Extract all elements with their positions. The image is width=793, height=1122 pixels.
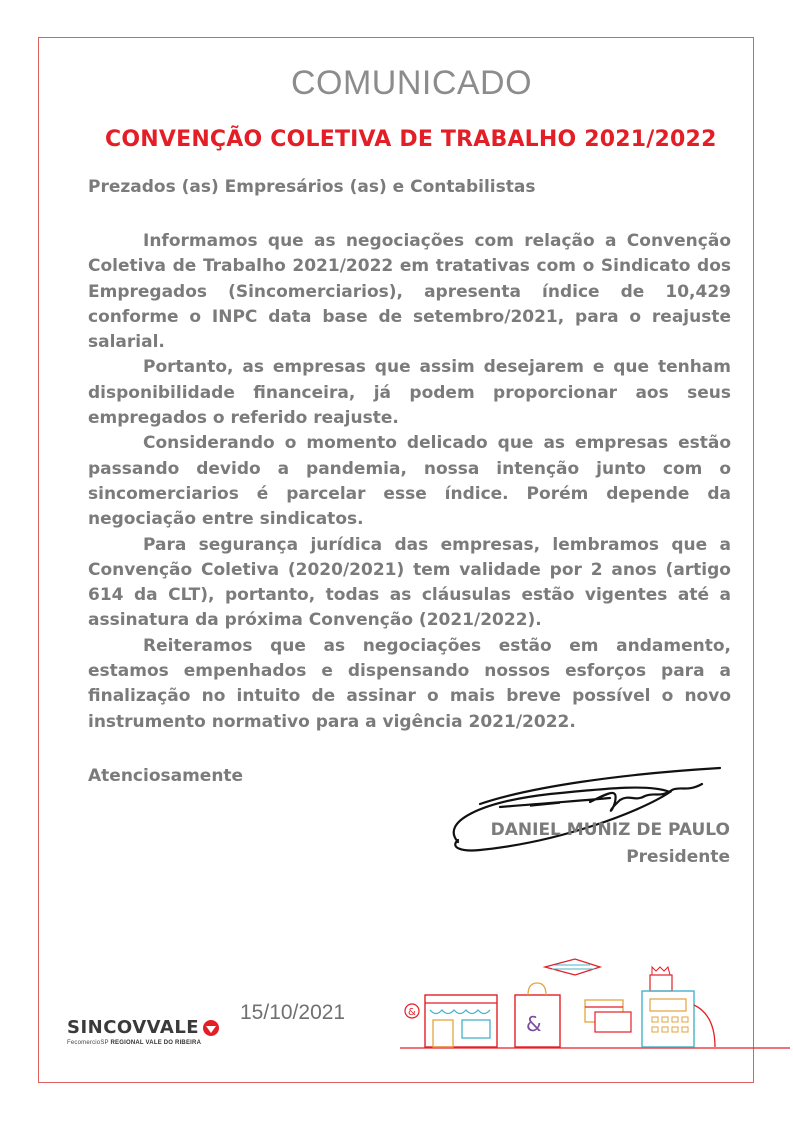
document-subtitle: CONVENÇÃO COLETIVA DE TRABALHO 2021/2022	[105, 127, 717, 152]
paragraph: Reiteramos que as negociações estão em andamento, estamos empenhados e dispensando nossos esforços para a finalização no intuito de assinar o mais breve possível o novo instrumento normativo para a vigência 2021/2022.	[88, 635, 731, 732]
greeting: Prezados (as) Empresários (as) e Contabilistas	[88, 177, 536, 197]
signer-name: DANIEL MUNIZ DE PAULO	[490, 820, 730, 840]
paragraph: Para segurança jurídica das empresas, lembramos que a Convenção Coletiva (2020/2021) tem validade por 2 anos (artigo 614 da CLT), portanto, todas as cláusulas estão vigentes até a assinatura da próxima Convenção (2021/2022).	[88, 534, 731, 631]
closing: Atenciosamente	[88, 766, 244, 786]
paragraph: Informamos que as negociações com relação a Convenção Coletiva de Trabalho 2021/2022 em tratativas com o Sindicato dos Empregados (Sincomerciarios), apresenta índice de 10,429 conforme o INPC data base de setembro/2021, para o reajuste salarial.	[88, 231, 731, 353]
logo-subtitle: FecomercioSP REGIONAL VALE DO RIBEIRA	[67, 1040, 202, 1046]
paragraph: Portanto, as empresas que assim desejarem e que tenham disponibilidade financeira, já podem proporcionar aos seus empregados o referido reajuste.	[88, 357, 731, 429]
logo-name: SINCOVVALE	[67, 1017, 200, 1038]
signer-block	[491, 817, 730, 871]
page-title: COMUNICADO	[290, 64, 533, 102]
ampersand-text: &	[408, 1007, 416, 1018]
organization-logo	[67, 1017, 220, 1046]
paragraph: Considerando o momento delicado que as empresas estão passando devido a pandemia, nossa intenção junto com o sincomerciarios é parcelar esse índice. Porém depende da negociação entre sindicatos.	[88, 433, 731, 530]
signer-role: Presidente	[626, 847, 730, 867]
svg-text:&: &	[526, 1012, 542, 1036]
letter-body	[88, 229, 731, 735]
logo-mark-icon	[202, 1019, 220, 1037]
storefront-illustration	[400, 955, 790, 1055]
document-date: 15/10/2021	[240, 1001, 346, 1024]
